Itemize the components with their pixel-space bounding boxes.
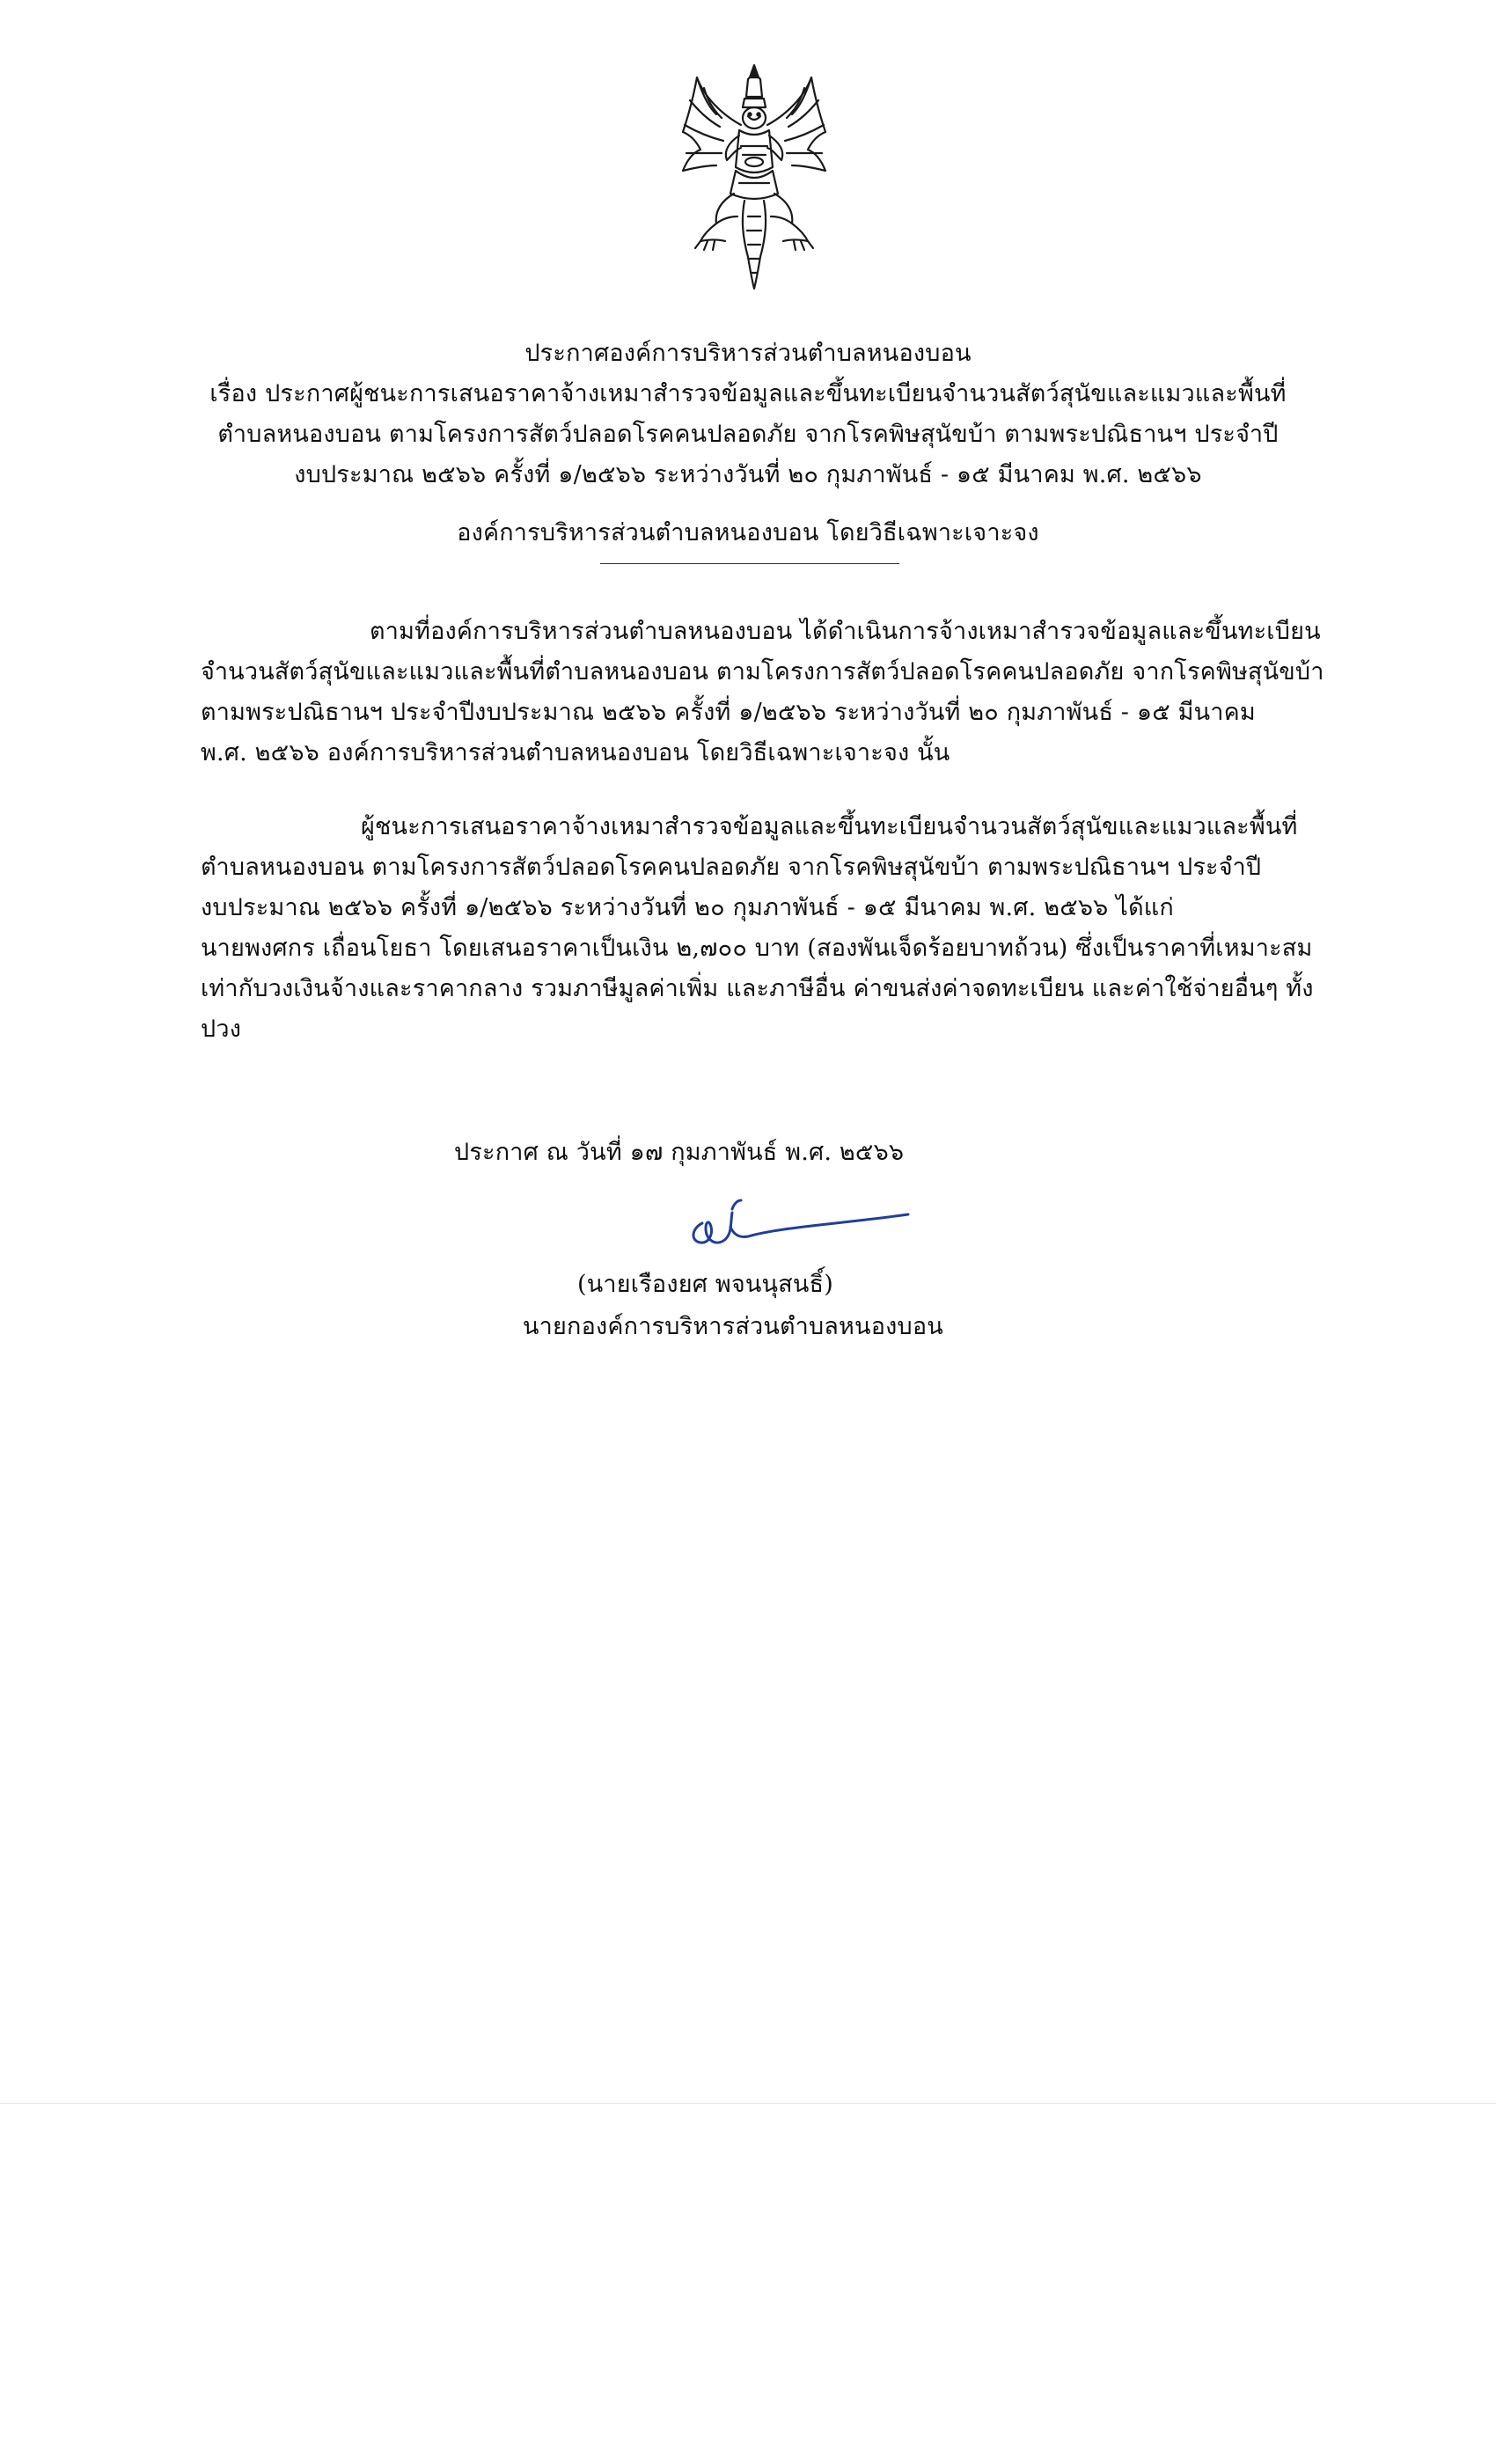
- paragraph2-line-4: นายพงศกร เถื่อนโยธา โดยเสนอราคาเป็นเงิน ๒,๗๐๐ บาท (สองพันเจ็ดร้อยบาทถ้วน) ซึ่งเป็นราคาที่เหมาะสม: [201, 935, 1313, 962]
- subject-line-1: เรื่อง ประกาศผู้ชนะการเสนอราคาจ้างเหมาสำรวจข้อมูลและขึ้นทะเบียนจำนวนสัตว์สุนัขและแมวและพื้นที่: [209, 380, 1287, 407]
- signatory-name: (นายเรืองยศ พจนนุสนธิ์): [577, 1271, 833, 1298]
- header-divider: [600, 563, 899, 564]
- scan-edge-line: [0, 2103, 1496, 2104]
- paragraph2-line-1: ผู้ชนะการเสนอราคาจ้างเหมาสำรวจข้อมูลและขึ้นทะเบียนจำนวนสัตว์สุนัขและแมวและพื้นที่: [361, 813, 1298, 840]
- paragraph1-line-3: ตามพระปณิธานฯ ประจำปีงบประมาณ ๒๕๖๖ ครั้งที่ ๑/๒๕๖๖ ระหว่างวันที่ ๒๐ กุมภาพันธ์ - ๑๕ มีนาคม: [201, 699, 1256, 726]
- document-title: ประกาศองค์การบริหารส่วนตำบลหนองบอน: [524, 340, 972, 367]
- paragraph1-line-2: จำนวนสัตว์สุนัขและแมวและพื้นที่ตำบลหนองบอน ตามโครงการสัตว์ปลอดโรคคนปลอดภัย จากโรคพิษสุนัขบ้า: [201, 658, 1324, 686]
- subject-line-4: องค์การบริหารส่วนตำบลหนองบอน โดยวิธีเฉพาะเจาะจง: [457, 519, 1039, 546]
- announcement-date: ประกาศ ณ วันที่ ๑๗ กุมภาพันธ์ พ.ศ. ๒๕๖๖: [454, 1139, 905, 1166]
- garuda-emblem-icon: [678, 62, 832, 295]
- signatory-position: นายกองค์การบริหารส่วนตำบลหนองบอน: [523, 1313, 943, 1340]
- paragraph1-line-1: ตามที่องค์การบริหารส่วนตำบลหนองบอน ได้ดำเนินการจ้างเหมาสำรวจข้อมูลและขึ้นทะเบียน: [370, 618, 1321, 645]
- paragraph2-line-3: งบประมาณ ๒๕๖๖ ครั้งที่ ๑/๒๕๖๖ ระหว่างวันที่ ๒๐ กุมภาพันธ์ - ๑๕ มีนาคม พ.ศ. ๒๕๖๖ ได้แก่: [201, 894, 1174, 921]
- paragraph2-line-6: ปวง: [201, 1016, 242, 1043]
- paragraph2-line-5: เท่ากับวงเงินจ้างและราคากลาง รวมภาษีมูลค่าเพิ่ม และภาษีอื่น ค่าขนส่งค่าจดทะเบียน และค่าใช้จ่ายอื่นๆ ทั้ง: [201, 975, 1314, 1002]
- paragraph2-line-2: ตำบลหนองบอน ตามโครงการสัตว์ปลอดโรคคนปลอดภัย จากโรคพิษสุนัขบ้า ตามพระปณิธานฯ ประจำปี: [201, 854, 1262, 881]
- subject-line-2: ตำบลหนองบอน ตามโครงการสัตว์ปลอดโรคคนปลอดภัย จากโรคพิษสุนัขบ้า ตามพระปณิธานฯ ประจำปี: [217, 421, 1279, 448]
- handwritten-signature: [679, 1188, 935, 1267]
- subject-line-3: งบประมาณ ๒๕๖๖ ครั้งที่ ๑/๒๕๖๖ ระหว่างวันที่ ๒๐ กุมภาพันธ์ - ๑๕ มีนาคม พ.ศ. ๒๕๖๖: [294, 461, 1202, 488]
- paragraph1-line-4: พ.ศ. ๒๕๖๖ องค์การบริหารส่วนตำบลหนองบอน โดยวิธีเฉพาะเจาะจง นั้น: [201, 739, 950, 766]
